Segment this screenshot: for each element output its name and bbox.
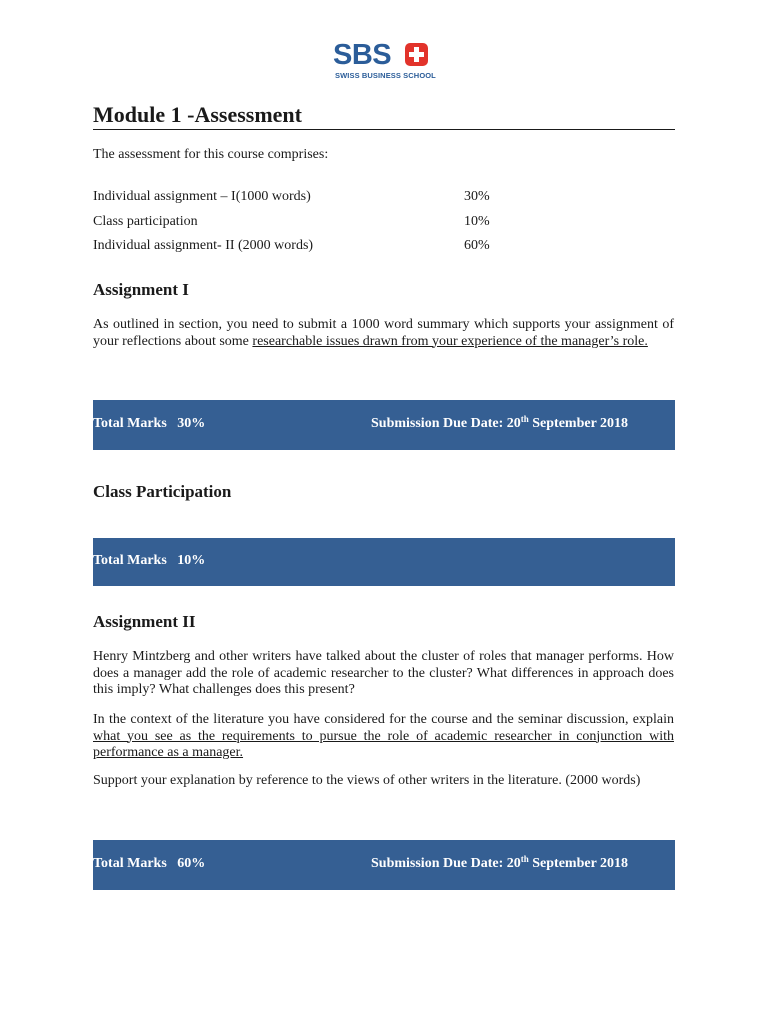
total-marks bbox=[93, 553, 205, 569]
due-date-sup: th bbox=[520, 854, 529, 864]
due-date-prefix: Submission Due Date: 20 bbox=[371, 856, 521, 871]
component-label: Individual assignment – I(1000 words) bbox=[93, 189, 311, 204]
submission-due-date bbox=[371, 416, 628, 432]
swiss-cross-icon bbox=[405, 43, 428, 66]
assignment-2-heading: Assignment II bbox=[93, 612, 196, 631]
intro-text: The assessment for this course comprises: bbox=[93, 147, 329, 162]
submission-due-date bbox=[371, 856, 628, 872]
component-weight: 30% bbox=[464, 189, 490, 204]
due-date-sup: th bbox=[520, 414, 529, 424]
component-row bbox=[93, 188, 593, 206]
total-marks bbox=[93, 856, 205, 872]
assignment-2-paragraph-2 bbox=[93, 712, 674, 762]
component-row bbox=[93, 213, 593, 231]
assignment-1-marks-bar bbox=[93, 400, 675, 450]
logo-subtitle: SWISS BUSINESS SCHOOL bbox=[335, 71, 436, 80]
participation-marks-bar bbox=[93, 538, 675, 586]
total-marks-value: 30% bbox=[177, 416, 206, 431]
page-title: Module 1 -Assessment bbox=[93, 101, 675, 130]
total-marks-label: Total Marks bbox=[93, 856, 167, 871]
assignment-1-underlined-text: researchable issues drawn from your experience of the manager’s role. bbox=[252, 333, 648, 349]
assignment-2-paragraph-1: Henry Mintzberg and other writers have talked about the cluster of roles that manager performs. How does a manager add the role of academic researcher to the cluster? What differences in approach does this imply? What challenges does this present? bbox=[93, 649, 674, 697]
component-label: Individual assignment- II (2000 words) bbox=[93, 238, 314, 253]
due-date-suffix: September 2018 bbox=[528, 416, 629, 431]
total-marks-label: Total Marks bbox=[93, 416, 167, 431]
total-marks-value: 10% bbox=[177, 553, 206, 568]
total-marks-label: Total Marks bbox=[93, 553, 167, 568]
due-date-prefix: Submission Due Date: 20 bbox=[371, 416, 521, 431]
assignment-1-text: As outlined in section, you need to submit a 1000 word summary which supports your assignment of your reflections about some bbox=[93, 317, 674, 349]
assignment-2-paragraph-3: Support your explanation by reference to the views of other writers in the literature. (2000 words) bbox=[93, 773, 641, 788]
logo-mark-text: SBS bbox=[333, 39, 392, 71]
total-marks-value: 60% bbox=[177, 856, 206, 871]
assignment-1-heading: Assignment I bbox=[93, 280, 189, 299]
component-weight: 60% bbox=[464, 238, 490, 253]
class-participation-heading: Class Participation bbox=[93, 482, 232, 501]
assignment-2-marks-bar bbox=[93, 840, 675, 890]
total-marks bbox=[93, 416, 205, 432]
component-row bbox=[93, 237, 593, 255]
component-label: Class participation bbox=[93, 214, 198, 229]
assignment-2-underlined-text: what you see as the requirements to pursue the role of academic researcher in conjunction with performance as a manager. bbox=[93, 728, 674, 760]
component-weight: 10% bbox=[464, 214, 490, 229]
assignment-1-description bbox=[93, 317, 674, 350]
due-date-suffix: September 2018 bbox=[528, 856, 629, 871]
assignment-2-text: In the context of the literature you have considered for the course and the seminar discussion, explain bbox=[93, 712, 674, 727]
school-logo bbox=[333, 40, 443, 86]
